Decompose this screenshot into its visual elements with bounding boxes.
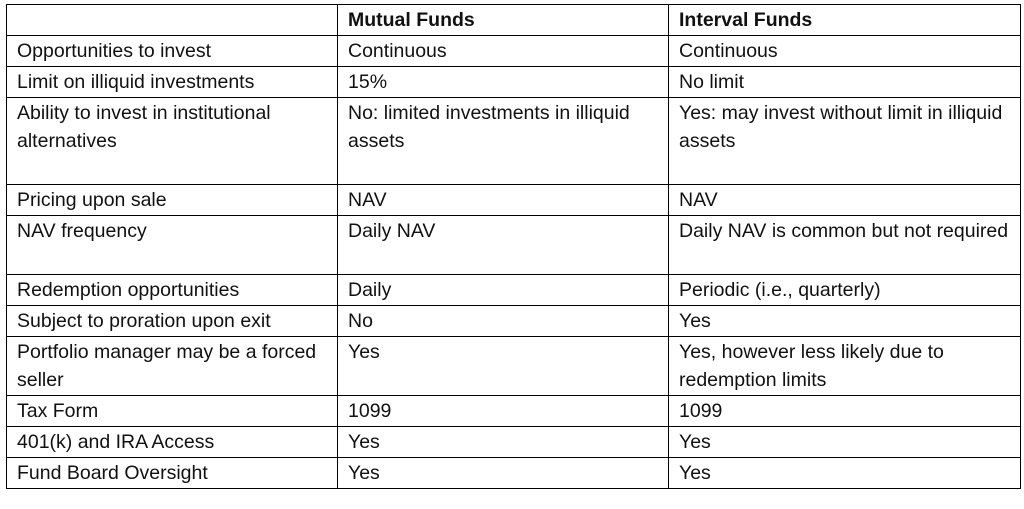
mutual-funds-cell: Yes (338, 337, 669, 396)
header-cell-interval-funds: Interval Funds (669, 5, 1021, 36)
interval-funds-cell: Continuous (669, 36, 1021, 67)
row-label-cell: NAV frequency (7, 216, 338, 275)
mutual-funds-cell: Daily NAV (338, 216, 669, 275)
mutual-funds-cell: No (338, 306, 669, 337)
row-label-cell: Subject to proration upon exit (7, 306, 338, 337)
interval-funds-cell: Yes (669, 458, 1021, 489)
comparison-table-container (6, 4, 1021, 489)
table-header-row (7, 5, 1021, 36)
mutual-funds-cell: Continuous (338, 36, 669, 67)
row-label-cell: Limit on illiquid investments (7, 67, 338, 98)
table-row (7, 275, 1021, 306)
interval-funds-cell: Daily NAV is common but not required (669, 216, 1021, 275)
mutual-funds-cell: No: limited investments in illiquid assets (338, 98, 669, 185)
mutual-funds-cell: 15% (338, 67, 669, 98)
header-cell-mutual-funds: Mutual Funds (338, 5, 669, 36)
row-label-cell: 401(k) and IRA Access (7, 427, 338, 458)
interval-funds-cell: Yes, however less likely due to redemption limits (669, 337, 1021, 396)
mutual-funds-cell: NAV (338, 185, 669, 216)
table-row (7, 36, 1021, 67)
interval-funds-cell: Yes (669, 427, 1021, 458)
row-label-cell: Tax Form (7, 396, 338, 427)
interval-funds-cell: 1099 (669, 396, 1021, 427)
table-row (7, 67, 1021, 98)
row-label-cell: Ability to invest in institutional alternatives (7, 98, 338, 185)
row-label-cell: Fund Board Oversight (7, 458, 338, 489)
fund-comparison-table (6, 4, 1021, 489)
header-cell-empty (7, 5, 338, 36)
interval-funds-cell: Yes: may invest without limit in illiquid assets (669, 98, 1021, 185)
mutual-funds-cell: Daily (338, 275, 669, 306)
table-row (7, 216, 1021, 275)
table-row (7, 337, 1021, 396)
table-row (7, 185, 1021, 216)
row-label-cell: Redemption opportunities (7, 275, 338, 306)
mutual-funds-cell: Yes (338, 427, 669, 458)
table-row (7, 98, 1021, 185)
mutual-funds-cell: Yes (338, 458, 669, 489)
interval-funds-cell: Yes (669, 306, 1021, 337)
interval-funds-cell: No limit (669, 67, 1021, 98)
row-label-cell: Pricing upon sale (7, 185, 338, 216)
row-label-cell: Opportunities to invest (7, 36, 338, 67)
table-row (7, 427, 1021, 458)
table-row (7, 396, 1021, 427)
mutual-funds-cell: 1099 (338, 396, 669, 427)
table-row (7, 458, 1021, 489)
row-label-cell: Portfolio manager may be a forced seller (7, 337, 338, 396)
table-row (7, 306, 1021, 337)
interval-funds-cell: NAV (669, 185, 1021, 216)
interval-funds-cell: Periodic (i.e., quarterly) (669, 275, 1021, 306)
